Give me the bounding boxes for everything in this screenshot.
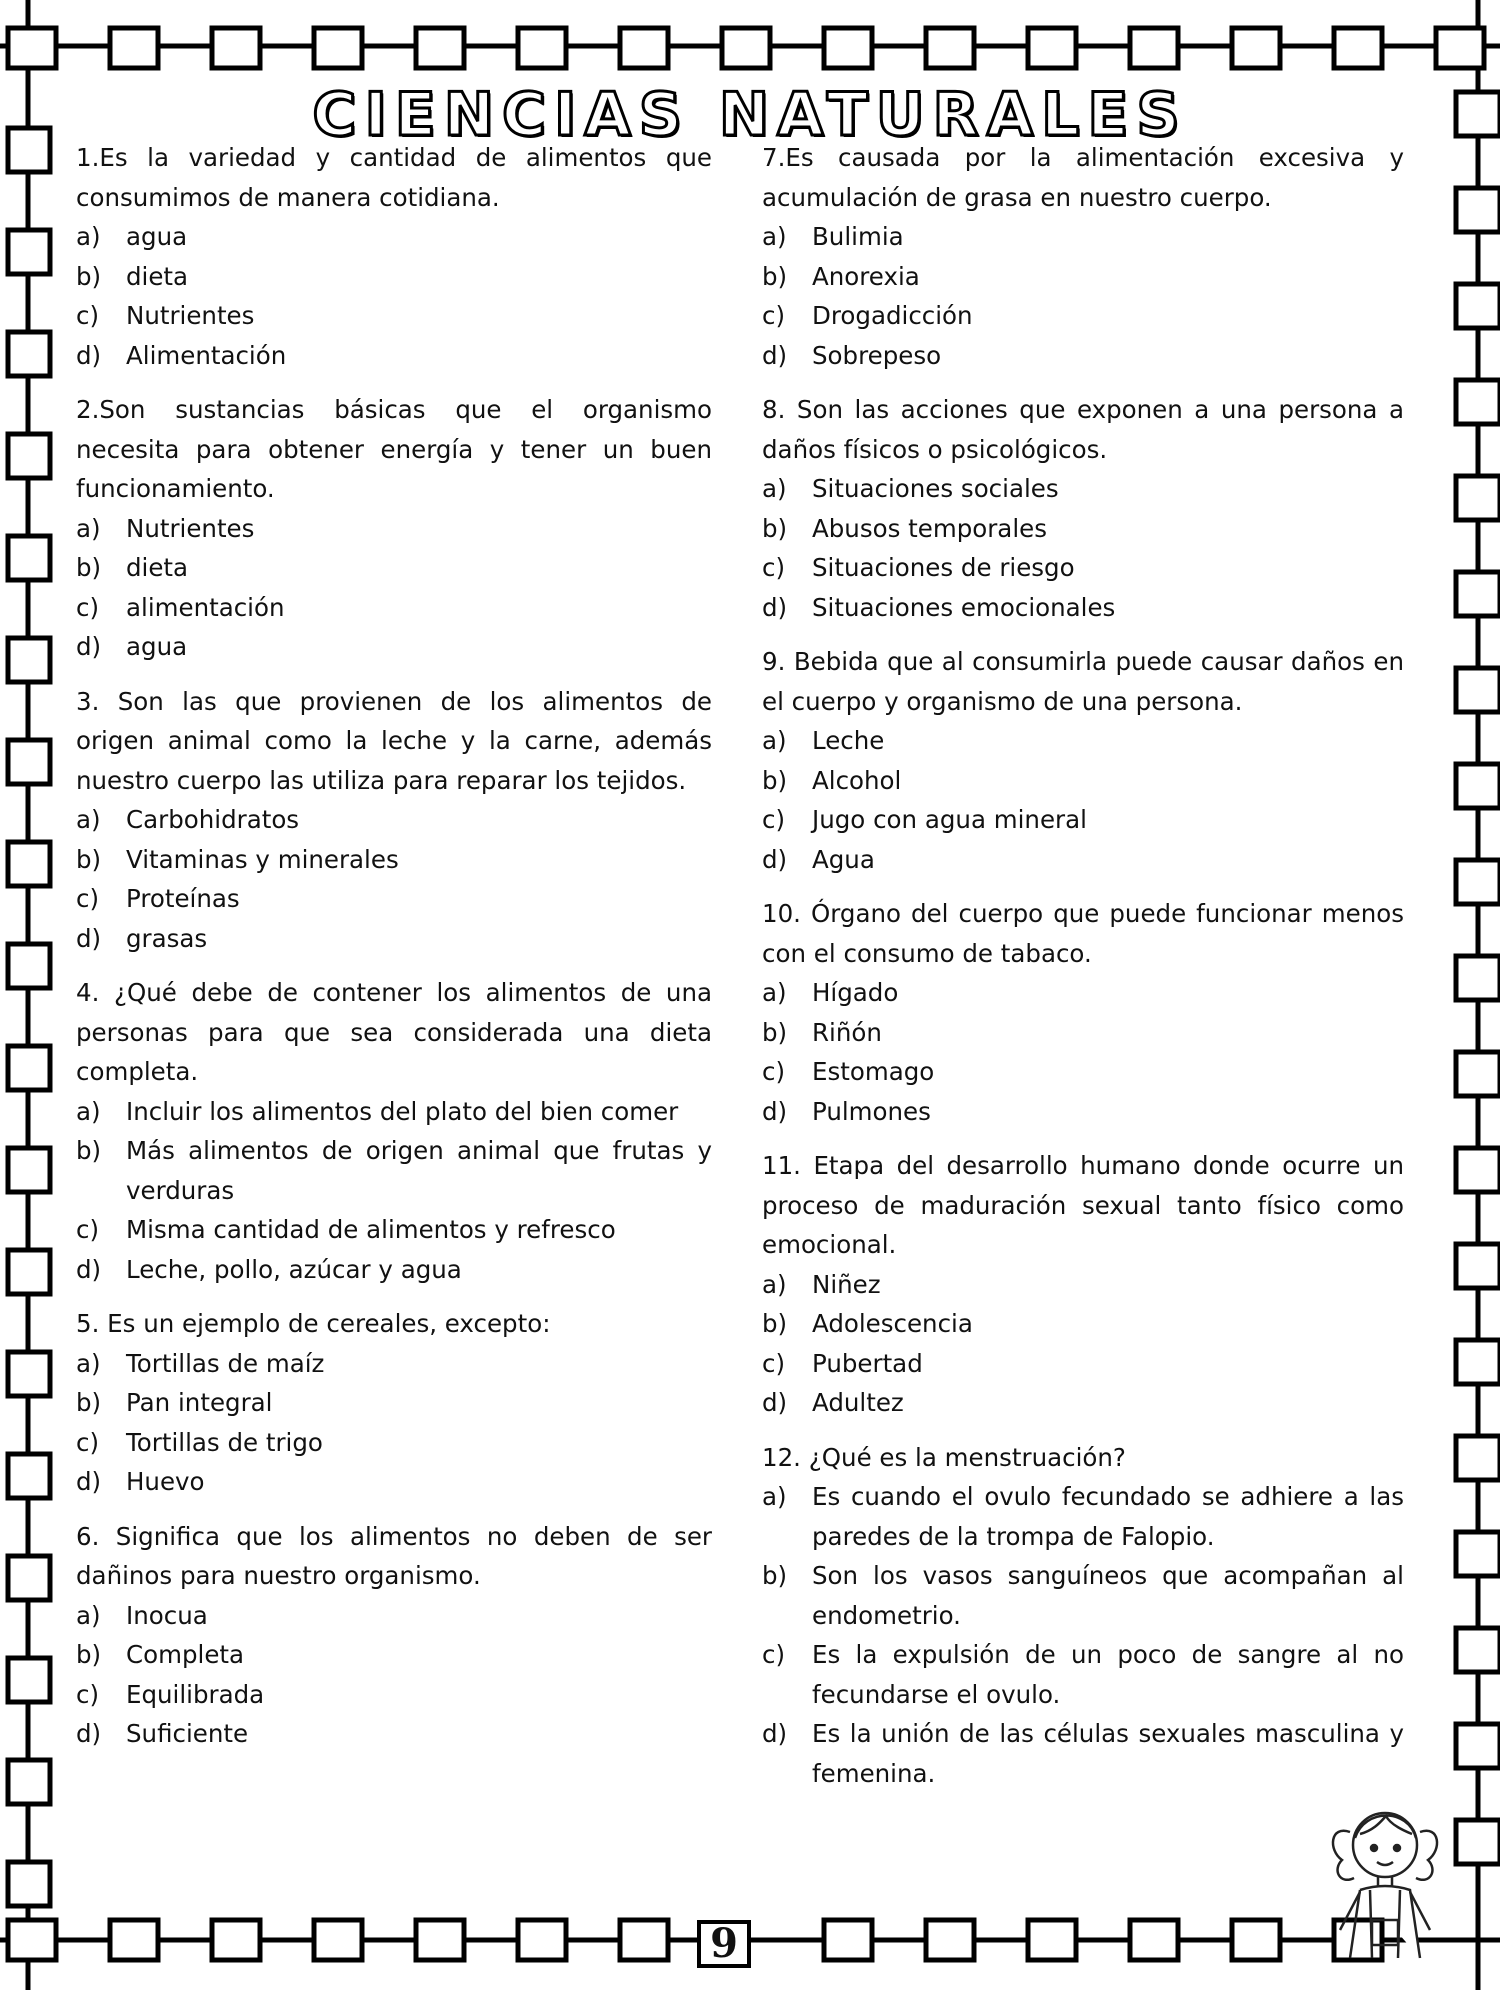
option-letter: a) bbox=[762, 1482, 787, 1511]
border-chain-link bbox=[8, 332, 50, 376]
option-letter: c) bbox=[762, 805, 786, 834]
border-chain-link bbox=[1456, 1340, 1500, 1384]
answer-option[interactable] bbox=[762, 509, 1404, 549]
option-text: Jugo con agua mineral bbox=[812, 805, 1087, 834]
answer-option[interactable] bbox=[762, 1635, 1404, 1714]
option-letter: d) bbox=[76, 632, 102, 661]
answer-option[interactable] bbox=[762, 588, 1404, 628]
border-chain-link bbox=[1028, 28, 1076, 68]
border-chain-link bbox=[1456, 956, 1500, 1000]
border-chain-link bbox=[1456, 1436, 1500, 1480]
option-letter: a) bbox=[76, 1600, 101, 1630]
answer-option[interactable] bbox=[76, 1092, 712, 1132]
option-letter: c) bbox=[76, 592, 100, 622]
option-text: Más alimentos de origen animal que frutas y verduras bbox=[126, 1136, 712, 1205]
border-chain-link bbox=[1028, 1920, 1076, 1960]
answer-option[interactable] bbox=[76, 1635, 712, 1675]
border-chain-link bbox=[8, 434, 50, 478]
option-text: Pubertad bbox=[812, 1348, 923, 1378]
answer-option[interactable] bbox=[762, 1265, 1404, 1305]
answer-option[interactable] bbox=[762, 336, 1404, 376]
border-chain-link bbox=[8, 1454, 50, 1498]
question-stem: 5. Es un ejemplo de cereales, excepto: bbox=[76, 1309, 551, 1338]
option-text: Son los vasos sanguíneos que acompañan al endometrio. bbox=[812, 1561, 1404, 1630]
option-letter: c) bbox=[762, 301, 786, 330]
border-chain-link bbox=[8, 28, 56, 68]
question-3 bbox=[76, 682, 712, 959]
border-chain-link bbox=[1334, 28, 1382, 68]
border-chain-link bbox=[1232, 1920, 1280, 1960]
option-text: Pan integral bbox=[126, 1388, 273, 1417]
girl-illustration bbox=[1320, 1790, 1450, 1960]
border-chain-link bbox=[926, 28, 974, 68]
border-chain-link bbox=[416, 1920, 464, 1960]
option-letter: b) bbox=[76, 1136, 102, 1165]
option-text: agua bbox=[126, 222, 188, 251]
option-letter: a) bbox=[762, 474, 787, 503]
option-text: Niñez bbox=[812, 1269, 881, 1299]
answer-option[interactable] bbox=[762, 1092, 1404, 1132]
option-text: Misma cantidad de alimentos y refresco bbox=[126, 1215, 616, 1244]
answer-option[interactable] bbox=[76, 919, 712, 959]
option-text: Situaciones emocionales bbox=[812, 592, 1116, 622]
border-chain-link bbox=[8, 740, 50, 784]
answer-option[interactable] bbox=[76, 1462, 712, 1502]
question-9 bbox=[762, 642, 1404, 879]
option-text: alimentación bbox=[126, 592, 285, 622]
option-letter: b) bbox=[762, 1017, 788, 1047]
border-chain-link bbox=[8, 1920, 56, 1960]
border-chain-link bbox=[518, 1920, 566, 1960]
answer-option[interactable] bbox=[762, 1556, 1404, 1635]
answer-option[interactable] bbox=[76, 1383, 712, 1423]
answer-option[interactable] bbox=[76, 627, 712, 667]
border-chain-link bbox=[1456, 188, 1500, 232]
option-letter: b) bbox=[76, 1388, 102, 1417]
answer-option[interactable] bbox=[762, 296, 1404, 336]
option-text: Drogadicción bbox=[812, 301, 973, 330]
border-chain-link bbox=[722, 28, 770, 68]
question-stem: 8. Son las acciones que exponen a una persona a daños físicos o psicológicos. bbox=[762, 395, 1404, 464]
option-letter: d) bbox=[762, 1388, 788, 1417]
option-letter: d) bbox=[762, 340, 788, 370]
answer-option[interactable] bbox=[762, 1304, 1404, 1344]
option-text: Es cuando el ovulo fecundado se adhiere a las paredes de la trompa de Falopio. bbox=[812, 1482, 1404, 1551]
question-stem: 3. Son las que provienen de los alimentos de origen animal como la leche y la carne, además nuestro cuerpo las utiliza para reparar los tejidos. bbox=[76, 686, 712, 795]
option-letter: c) bbox=[762, 1640, 786, 1669]
answer-option[interactable] bbox=[76, 1344, 712, 1384]
answer-option[interactable] bbox=[76, 1675, 712, 1715]
option-text: Es la expulsión de un poco de sangre al no fecundarse el ovulo. bbox=[812, 1640, 1404, 1709]
page-number: 9 bbox=[697, 1920, 751, 1968]
answer-option[interactable] bbox=[76, 336, 712, 376]
answer-option[interactable] bbox=[762, 721, 1404, 761]
option-text: Agua bbox=[812, 844, 875, 874]
question-stem: 9. Bebida que al consumirla puede causar daños en el cuerpo y organismo de una persona. bbox=[762, 647, 1404, 716]
border-chain-link bbox=[314, 1920, 362, 1960]
question-stem: 2.Son sustancias básicas que el organismo necesita para obtener energía y tener un buen funcionamiento. bbox=[76, 395, 712, 503]
answer-option[interactable] bbox=[76, 548, 712, 588]
option-text: dieta bbox=[126, 553, 189, 582]
option-text: grasas bbox=[126, 923, 208, 953]
answer-option[interactable] bbox=[762, 257, 1404, 297]
question-8 bbox=[762, 390, 1404, 627]
option-text: Suficiente bbox=[126, 1719, 249, 1748]
option-text: Alimentación bbox=[126, 340, 287, 370]
border-chain-link bbox=[1456, 380, 1500, 424]
border-chain-link bbox=[620, 1920, 668, 1960]
border-chain-link bbox=[1456, 1724, 1500, 1768]
option-letter: b) bbox=[76, 261, 102, 291]
option-text: Hígado bbox=[812, 978, 899, 1007]
border-chain-link bbox=[1456, 572, 1500, 616]
option-text: Proteínas bbox=[126, 884, 240, 913]
option-text: Alcohol bbox=[812, 765, 902, 795]
question-4 bbox=[76, 973, 712, 1289]
option-letter: b) bbox=[762, 1309, 788, 1338]
option-text: Equilibrada bbox=[126, 1679, 265, 1709]
option-letter: d) bbox=[762, 844, 788, 874]
option-text: Bulimia bbox=[812, 222, 904, 251]
answer-option[interactable] bbox=[762, 761, 1404, 801]
border-chain-link bbox=[1232, 28, 1280, 68]
answer-option[interactable] bbox=[762, 1344, 1404, 1384]
option-letter: b) bbox=[762, 261, 788, 291]
option-letter: a) bbox=[762, 222, 787, 251]
option-text: Situaciones sociales bbox=[812, 474, 1059, 503]
border-chain-link bbox=[1456, 1820, 1500, 1864]
option-letter: a) bbox=[762, 726, 787, 755]
answer-option[interactable] bbox=[762, 1013, 1404, 1053]
right-question-column bbox=[762, 138, 1404, 1808]
option-text: Abusos temporales bbox=[812, 513, 1047, 543]
option-text: Sobrepeso bbox=[812, 340, 942, 370]
option-letter: d) bbox=[762, 1719, 788, 1748]
left-question-column bbox=[76, 138, 712, 1769]
border-chain-link bbox=[8, 1148, 50, 1192]
question-7 bbox=[762, 138, 1404, 375]
option-letter: b) bbox=[76, 844, 102, 874]
option-letter: d) bbox=[762, 1096, 788, 1126]
question-10 bbox=[762, 894, 1404, 1131]
border-chain-link bbox=[416, 28, 464, 68]
border-chain-link bbox=[8, 1862, 50, 1906]
option-letter: a) bbox=[76, 513, 101, 543]
answer-option[interactable] bbox=[76, 1131, 712, 1210]
border-chain-link bbox=[110, 28, 158, 68]
option-letter: d) bbox=[76, 923, 102, 953]
option-text: Inocua bbox=[126, 1600, 208, 1630]
option-letter: c) bbox=[762, 553, 786, 582]
option-text: Carbohidratos bbox=[126, 805, 300, 834]
question-stem: 10. Órgano del cuerpo que puede funcionar menos con el consumo de tabaco. bbox=[762, 899, 1404, 968]
option-letter: c) bbox=[762, 1348, 786, 1378]
answer-option[interactable] bbox=[762, 217, 1404, 257]
option-letter: d) bbox=[76, 1719, 102, 1748]
answer-option[interactable] bbox=[762, 1714, 1404, 1793]
option-text: Nutrientes bbox=[126, 301, 255, 330]
option-text: Vitaminas y minerales bbox=[126, 844, 399, 874]
border-chain-link bbox=[1130, 28, 1178, 68]
border-chain-link bbox=[1436, 28, 1484, 68]
border-chain-link bbox=[926, 1920, 974, 1960]
question-stem: 11. Etapa del desarrollo humano donde ocurre un proceso de maduración sexual tanto físico como emocional. bbox=[762, 1151, 1404, 1259]
border-chain-link bbox=[8, 1760, 50, 1804]
border-chain-link bbox=[8, 1250, 50, 1294]
option-text: Huevo bbox=[126, 1467, 205, 1496]
border-chain-link bbox=[1456, 764, 1500, 808]
option-letter: b) bbox=[76, 1640, 102, 1669]
option-text: Incluir los alimentos del plato del bien comer bbox=[126, 1096, 679, 1126]
answer-option[interactable] bbox=[762, 973, 1404, 1013]
option-letter: a) bbox=[76, 1096, 101, 1126]
border-chain-link bbox=[824, 1920, 872, 1960]
border-chain-link bbox=[314, 28, 362, 68]
answer-option[interactable] bbox=[762, 800, 1404, 840]
question-12 bbox=[762, 1438, 1404, 1794]
answer-option[interactable] bbox=[76, 1210, 712, 1250]
border-chain-link bbox=[518, 28, 566, 68]
answer-option[interactable] bbox=[76, 1423, 712, 1463]
question-stem: 7.Es causada por la alimentación excesiva y acumulación de grasa en nuestro cuerpo. bbox=[762, 143, 1404, 212]
option-text: Es la unión de las células sexuales masculina y femenina. bbox=[812, 1719, 1404, 1788]
answer-option[interactable] bbox=[76, 588, 712, 628]
question-stem: 4. ¿Qué debe de contener los alimentos de una personas para que sea considerada una dieta completa. bbox=[76, 978, 712, 1086]
answer-option[interactable] bbox=[76, 879, 712, 919]
option-text: Adolescencia bbox=[812, 1309, 973, 1338]
option-letter: a) bbox=[76, 222, 101, 251]
question-5 bbox=[76, 1304, 712, 1502]
option-text: Tortillas de maíz bbox=[126, 1348, 325, 1378]
answer-option[interactable] bbox=[762, 1477, 1404, 1556]
border-chain-link bbox=[1456, 860, 1500, 904]
border-chain-link bbox=[8, 842, 50, 886]
option-letter: b) bbox=[762, 513, 788, 543]
option-letter: a) bbox=[76, 1348, 101, 1378]
option-text: Adultez bbox=[812, 1388, 904, 1417]
option-text: Completa bbox=[126, 1640, 245, 1669]
border-chain-link bbox=[1130, 1920, 1178, 1960]
border-chain-link bbox=[1456, 284, 1500, 328]
option-text: agua bbox=[126, 632, 188, 661]
border-chain-link bbox=[8, 1556, 50, 1600]
option-text: dieta bbox=[126, 261, 189, 291]
option-letter: a) bbox=[76, 805, 101, 834]
answer-option[interactable] bbox=[762, 469, 1404, 509]
answer-option[interactable] bbox=[76, 509, 712, 549]
answer-option[interactable] bbox=[762, 1383, 1404, 1423]
answer-option[interactable] bbox=[762, 548, 1404, 588]
border-chain-link bbox=[1456, 1052, 1500, 1096]
border-chain-link bbox=[1456, 668, 1500, 712]
border-chain-link bbox=[8, 1352, 50, 1396]
option-text: Anorexia bbox=[812, 261, 920, 291]
border-chain-link bbox=[8, 638, 50, 682]
border-chain-link bbox=[8, 1658, 50, 1702]
border-chain-link bbox=[212, 1920, 260, 1960]
border-chain-link bbox=[8, 1046, 50, 1090]
option-letter: d) bbox=[76, 1467, 102, 1496]
border-chain-link bbox=[1456, 476, 1500, 520]
option-letter: d) bbox=[76, 340, 102, 370]
border-chain-link bbox=[1456, 1628, 1500, 1672]
option-letter: b) bbox=[76, 553, 102, 582]
question-6 bbox=[76, 1517, 712, 1754]
answer-option[interactable] bbox=[76, 296, 712, 336]
page-title: CIENCIAS NATURALES bbox=[312, 80, 1188, 150]
answer-option[interactable] bbox=[76, 1714, 712, 1754]
question-11 bbox=[762, 1146, 1404, 1423]
option-letter: c) bbox=[76, 1427, 100, 1457]
option-text: Tortillas de trigo bbox=[126, 1427, 323, 1457]
option-letter: a) bbox=[762, 1269, 787, 1299]
answer-option[interactable] bbox=[76, 257, 712, 297]
border-chain-link bbox=[620, 28, 668, 68]
option-text: Leche, pollo, azúcar y agua bbox=[126, 1254, 462, 1284]
border-chain-link bbox=[824, 28, 872, 68]
option-text: Leche bbox=[812, 726, 885, 755]
option-letter: c) bbox=[76, 301, 100, 330]
option-letter: b) bbox=[762, 765, 788, 795]
option-letter: a) bbox=[762, 978, 787, 1007]
border-chain-link bbox=[8, 536, 50, 580]
option-letter: c) bbox=[762, 1057, 786, 1086]
question-stem: 12. ¿Qué es la menstruación? bbox=[762, 1442, 1126, 1472]
option-letter: d) bbox=[76, 1254, 102, 1284]
option-text: Situaciones de riesgo bbox=[812, 553, 1075, 582]
answer-option[interactable] bbox=[762, 840, 1404, 880]
option-letter: d) bbox=[762, 592, 788, 622]
answer-option[interactable] bbox=[76, 840, 712, 880]
option-text: Estomago bbox=[812, 1057, 935, 1086]
option-letter: c) bbox=[76, 1215, 100, 1244]
border-chain-link bbox=[1456, 1244, 1500, 1288]
border-chain-link bbox=[212, 28, 260, 68]
border-chain-link bbox=[110, 1920, 158, 1960]
answer-option[interactable] bbox=[76, 1250, 712, 1290]
question-1 bbox=[76, 138, 712, 375]
answer-option[interactable] bbox=[76, 217, 712, 257]
option-text: Nutrientes bbox=[126, 513, 255, 543]
question-stem: 6. Significa que los alimentos no deben de ser dañinos para nuestro organismo. bbox=[76, 1521, 712, 1590]
answer-option[interactable] bbox=[76, 800, 712, 840]
border-chain-link bbox=[1456, 1532, 1500, 1576]
border-chain-link bbox=[8, 944, 50, 988]
option-text: Riñón bbox=[812, 1017, 882, 1047]
question-stem: 1.Es la variedad y cantidad de alimentos que consumimos de manera cotidiana. bbox=[76, 143, 712, 212]
border-chain-link bbox=[1456, 1148, 1500, 1192]
answer-option[interactable] bbox=[762, 1052, 1404, 1092]
option-text: Pulmones bbox=[812, 1096, 931, 1126]
option-letter: c) bbox=[76, 1679, 100, 1709]
option-letter: c) bbox=[76, 884, 100, 913]
option-letter: b) bbox=[762, 1561, 788, 1590]
answer-option[interactable] bbox=[76, 1596, 712, 1636]
question-2 bbox=[76, 390, 712, 667]
border-chain-link bbox=[8, 230, 50, 274]
